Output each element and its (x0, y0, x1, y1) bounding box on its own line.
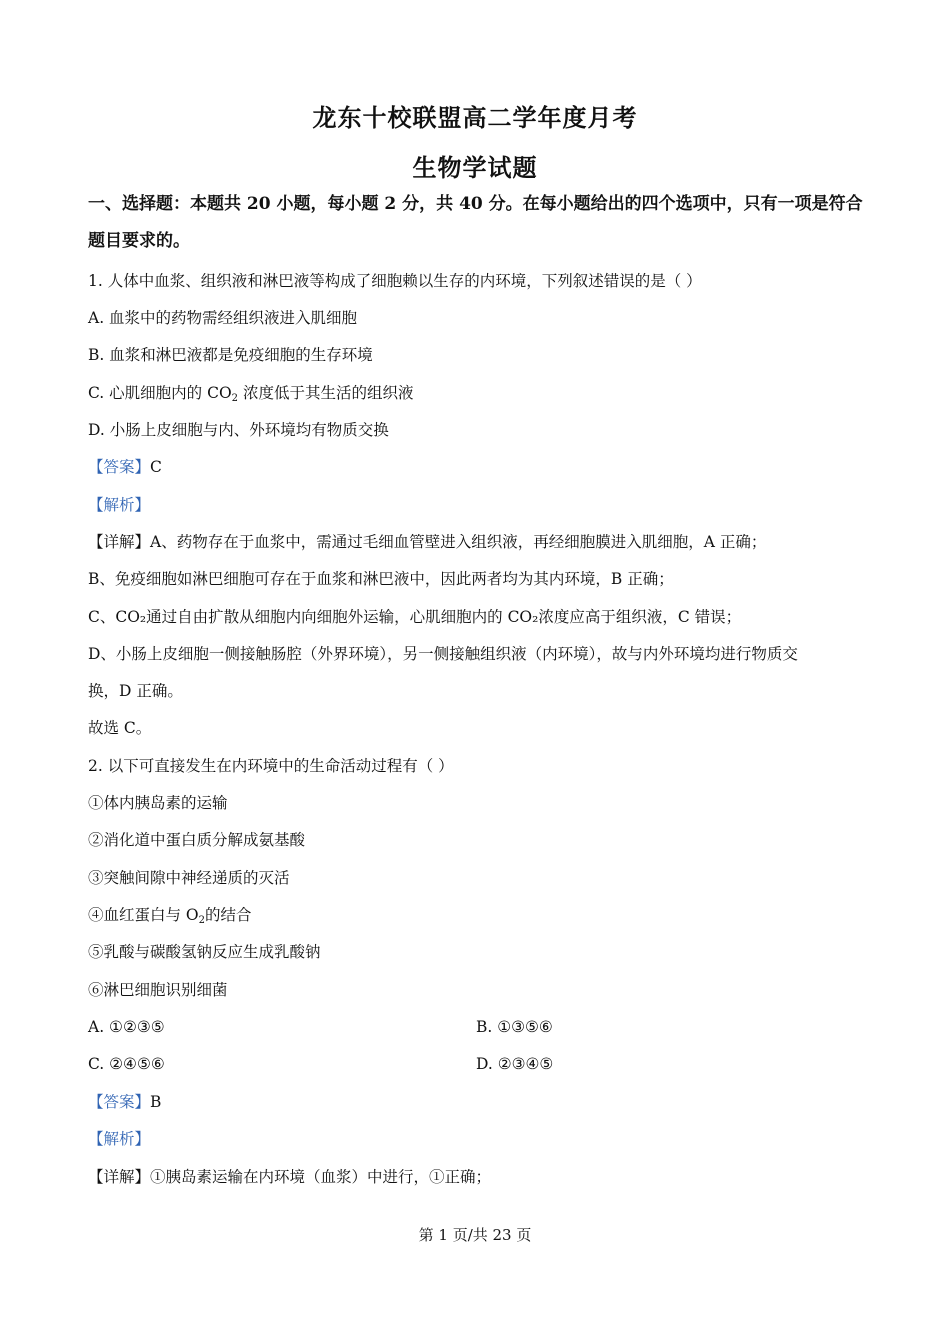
q1-conclusion: 故选 C。 (88, 719, 152, 737)
q2-item-4-text: ④血红蛋白与 O (88, 906, 199, 924)
analysis-tag: 【解析】 (88, 1130, 151, 1148)
q2-item-5: ⑤乳酸与碳酸氢钠反应生成乳酸钠 (88, 943, 321, 961)
q1-option-c-text-end: 浓度低于其生活的组织液 (238, 384, 414, 402)
q2-option-c: C. ②④⑤⑥ (88, 1055, 165, 1073)
q2-detail-1 (88, 1166, 491, 1188)
q1-option-c-text: C. 心肌细胞内的 CO (88, 384, 232, 402)
answer-value: C (150, 458, 162, 476)
q1-detail-c: C、CO₂通过自由扩散从细胞内向细胞外运输，心肌细胞内的 CO₂浓度应高于组织液，C 错误； (88, 608, 742, 626)
q1-option-d: D. 小肠上皮细胞与内、外环境均有物质交换 (88, 421, 389, 439)
answer-tag: 【答案】 (88, 458, 151, 476)
q1-option-c-subscript: 2 (231, 393, 239, 404)
answer-tag: 【答案】 (88, 1093, 151, 1111)
detail-tag: 【详解】 (88, 1168, 151, 1186)
q2-item-6: ⑥淋巴细胞识别细菌 (88, 981, 228, 999)
detail-text: ①胰岛素运输在内环境（血浆）中进行，①正确； (150, 1168, 492, 1186)
exam-title: 龙东十校联盟高二学年度月考 (312, 103, 638, 132)
q1-detail-d2: 换，D 正确。 (88, 682, 183, 700)
q1-option-a: A. 血浆中的药物需经组织液进入肌细胞 (88, 309, 358, 327)
q2-item-4-subscript: 2 (198, 915, 206, 926)
q2-item-1: ①体内胰岛素的运输 (88, 794, 228, 812)
detail-text: A、药物存在于血浆中，需通过毛细血管壁进入组织液，再经细胞膜进入肌细胞，A 正确； (150, 533, 767, 551)
answer-value: B (150, 1093, 162, 1111)
q2-item-4-text-end: 的结合 (205, 906, 252, 924)
q1-option-b: B. 血浆和淋巴液都是免疫细胞的生存环境 (88, 346, 373, 364)
exam-subtitle: 生物学试题 (412, 153, 538, 182)
q2-answer (88, 1091, 161, 1113)
q1-stem: 1. 人体中血浆、组织液和淋巴液等构成了细胞赖以生存的内环境，下列叙述错误的是（ ） (88, 272, 702, 290)
q2-stem: 2. 以下可直接发生在内环境中的生命活动过程有（ ） (88, 757, 454, 775)
q1-analysis (88, 494, 150, 516)
detail-tag: 【详解】 (88, 533, 151, 551)
q1-detail-d1: D、小肠上皮细胞一侧接触肠腔（外界环境），另一侧接触组织液（内环境），故与内外环境均进行物质交 (88, 645, 798, 663)
q2-option-d: D. ②③④⑤ (476, 1055, 554, 1073)
q2-option-a: A. ①②③⑤ (88, 1018, 165, 1036)
q1-option-c (88, 382, 413, 404)
q1-detail-a (88, 531, 766, 553)
q1-answer (88, 456, 162, 478)
q1-detail-b: B、免疫细胞如淋巴细胞可存在于血浆和淋巴液中，因此两者均为其内环境，B 正确； (88, 570, 674, 588)
q2-item-4 (88, 904, 252, 926)
section-heading: 一、选择题：本题共 20 小题，每小题 2 分，共 40 分。在每小题给出的四个选项中，只有一项是符合题目要求的。 (88, 194, 863, 251)
q2-analysis (88, 1128, 150, 1150)
q2-item-3: ③突触间隙中神经递质的灭活 (88, 869, 290, 887)
analysis-tag: 【解析】 (88, 496, 151, 514)
q2-item-2: ②消化道中蛋白质分解成氨基酸 (88, 831, 306, 849)
q2-option-b: B. ①③⑤⑥ (476, 1018, 553, 1036)
page-footer: 第 1 页/共 23 页 (418, 1226, 532, 1244)
